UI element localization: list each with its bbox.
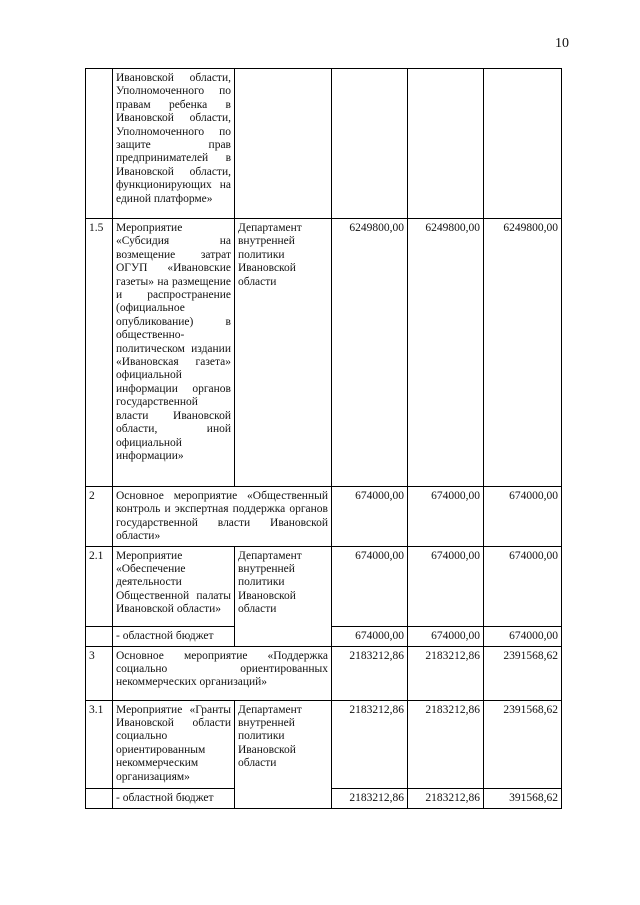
row-year2: 674000,00 bbox=[408, 546, 484, 626]
row-year1: 6249800,00 bbox=[332, 219, 408, 487]
row-name: Ивановской области, Уполномоченного по правам ребенка в Ивановской области, Уполномоченного по защите прав предпринимателей в Ивановской области, функционирующих на единой платформе» bbox=[113, 69, 235, 219]
row-year3: 2391568,62 bbox=[484, 646, 562, 700]
row-executor bbox=[235, 69, 332, 219]
row-executor: Департамент внутренней политики Ивановской области bbox=[235, 700, 332, 808]
row-name: Основное мероприятие «Общественный контроль и экспертная поддержка органов государственной власти Ивановской области» bbox=[113, 487, 332, 547]
row-year2 bbox=[408, 69, 484, 219]
row-name: Мероприятие «Гранты Ивановской области социально ориентированным некоммерческим организациям» bbox=[113, 700, 235, 788]
row-year3: 674000,00 bbox=[484, 487, 562, 547]
row-year3: 6249800,00 bbox=[484, 219, 562, 487]
row-year1: 2183212,86 bbox=[332, 700, 408, 788]
row-number bbox=[86, 69, 113, 219]
row-year1: 674000,00 bbox=[332, 487, 408, 547]
table-row bbox=[86, 546, 562, 626]
row-year3: 674000,00 bbox=[484, 626, 562, 646]
row-year2: 2183212,86 bbox=[408, 700, 484, 788]
row-number bbox=[86, 788, 113, 808]
row-number: 1.5 bbox=[86, 219, 113, 487]
row-year1: 674000,00 bbox=[332, 626, 408, 646]
table-row bbox=[86, 69, 562, 219]
page-number: 10 bbox=[555, 36, 569, 51]
row-year3 bbox=[484, 69, 562, 219]
row-year3: 674000,00 bbox=[484, 546, 562, 626]
row-number: 3 bbox=[86, 646, 113, 700]
row-name: Мероприятие «Субсидия на возмещение затрат ОГУП «Ивановские газеты» на размещение и распространение (официальное опубликование) в общественно-политическом издании «Ивановская газета» официальной информации органов государственной власти Ивановской области, иной официальной информации» bbox=[113, 219, 235, 487]
row-number bbox=[86, 626, 113, 646]
row-year1: 2183212,86 bbox=[332, 788, 408, 808]
row-number: 2.1 bbox=[86, 546, 113, 626]
row-number: 2 bbox=[86, 487, 113, 547]
table-row bbox=[86, 219, 562, 487]
table-row bbox=[86, 646, 562, 700]
row-year3: 2391568,62 bbox=[484, 700, 562, 788]
row-year2: 2183212,86 bbox=[408, 646, 484, 700]
row-year2: 2183212,86 bbox=[408, 788, 484, 808]
row-year1: 2183212,86 bbox=[332, 646, 408, 700]
row-year2: 6249800,00 bbox=[408, 219, 484, 487]
table-row bbox=[86, 700, 562, 788]
row-number: 3.1 bbox=[86, 700, 113, 788]
row-year2: 674000,00 bbox=[408, 487, 484, 547]
program-table bbox=[85, 68, 562, 809]
row-name: - областной бюджет bbox=[113, 626, 235, 646]
row-name: Основное мероприятие «Поддержка социально ориентированных некоммерческих организаций» bbox=[113, 646, 332, 700]
row-year3: 391568,62 bbox=[484, 788, 562, 808]
row-executor: Департамент внутренней политики Ивановской области bbox=[235, 546, 332, 646]
row-year2: 674000,00 bbox=[408, 626, 484, 646]
row-name: Мероприятие «Обеспечение деятельности Общественной палаты Ивановской области» bbox=[113, 546, 235, 626]
row-year1 bbox=[332, 69, 408, 219]
row-name: - областной бюджет bbox=[113, 788, 235, 808]
row-year1: 674000,00 bbox=[332, 546, 408, 626]
table-row bbox=[86, 487, 562, 547]
row-executor: Департамент внутренней политики Ивановской области bbox=[235, 219, 332, 487]
